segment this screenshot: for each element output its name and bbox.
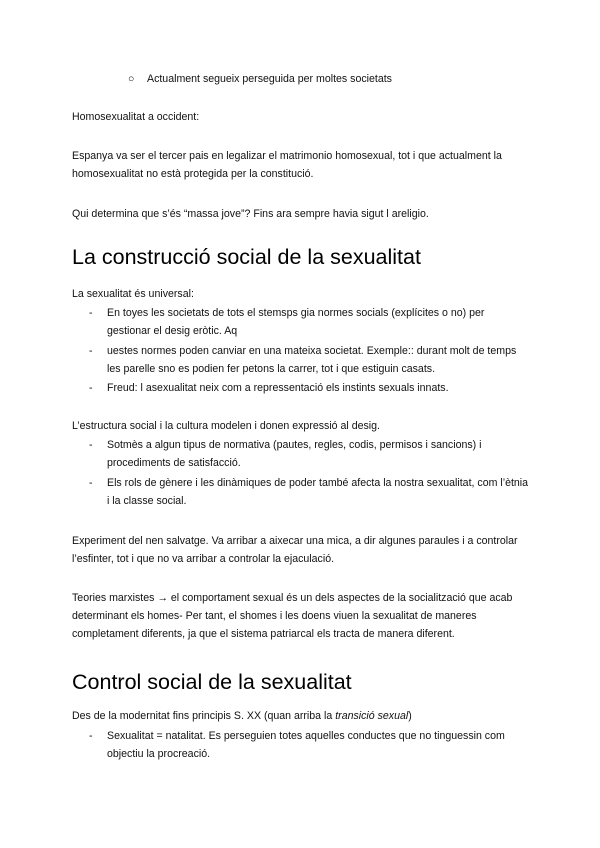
heading-construccio-social: La construcció social de la sexualitat [72,245,421,269]
dash-bullet-icon: - [89,439,93,451]
paragraph-homosexualitat: Homosexualitat a occident: [72,111,200,123]
emphasis-transicio-sexual: transició sexual [335,710,409,722]
dash-bullet-icon: - [89,307,93,319]
list-item [89,727,529,763]
dash-bullet-icon: - [89,382,93,394]
paragraph-experiment: Experiment del nen salvatge. Va arribar a aixecar una mica, a dir algunes paraules i a controlar l’esfinter, tot i que no va arribar a controlar la ejaculació. [72,535,518,565]
heading-control-social: Control social de la sexualitat [72,670,352,694]
list-item-text: uestes normes poden canviar en una mateixa societat. Exemple:: durant molt de temps les parelle sno es podien fer petons la carrer, tot i que estiguin casats. [107,345,517,375]
list-item-text: Sexualitat = natalitat. Es perseguien totes aquelles conductes que no tinguessin com objectiu la procreació. [107,730,505,760]
list-item [89,436,529,472]
paragraph-qui-determina: Qui determina que s’és “massa jove”? Fins ara sempre havia sigut l areligio. [72,208,429,220]
list-item-text: Sotmès a algun tipus de normativa (pautes, regles, codis, permisos i sancions) i procediments de satisfacció. [107,439,482,469]
paragraph-modernitat-text: Des de la modernitat fins principis S. XX (quan arriba la [72,710,336,722]
paragraph-estructura: L’estructura social i la cultura modelen i donen expressió al desig. [72,420,380,432]
list-item [89,379,529,397]
dash-bullet-icon: - [89,477,93,489]
circle-bullet-icon: ○ [128,73,135,85]
paragraph-teories-marxistes: Teories marxistes → el comportament sexual és un dels aspectes de la socialització que acab determinant els homes- Per tant, el shomes i les doens viuen la sexualitat de maneres completament diferents, ja que el sistema patriarcal els tracta de manera diferent. [72,592,513,640]
list-item-text: En toyes les societats de tots el stemsps gia normes socials (explícites o no) per gestionar el desig eròtic. Aq [107,307,485,337]
paragraph-universal: La sexualitat és universal: [72,288,194,300]
list-item-text: Freud: l asexualitat neix com a repressentació els instints sexuals innats. [107,382,449,394]
list-item [89,342,529,378]
paragraph-modernitat [72,707,534,725]
paragraph-espanya: Espanya va ser el tercer pais en legalizar el matrimonio homosexual, tot i que actualment la homosexualitat no està protegida per la constitució. [72,150,502,180]
list-item-text: Els rols de gènere i les dinàmiques de poder també afecta la nostra sexualitat, com l’ètnia i la classe social. [107,477,529,507]
list-item [89,304,529,340]
dash-bullet-icon: - [89,345,93,357]
list-item-text: Actualment segueix perseguida per moltes societats [147,73,392,85]
paragraph-modernitat-close: ) [408,710,412,722]
list-item [89,474,529,510]
dash-bullet-icon: - [89,730,93,742]
